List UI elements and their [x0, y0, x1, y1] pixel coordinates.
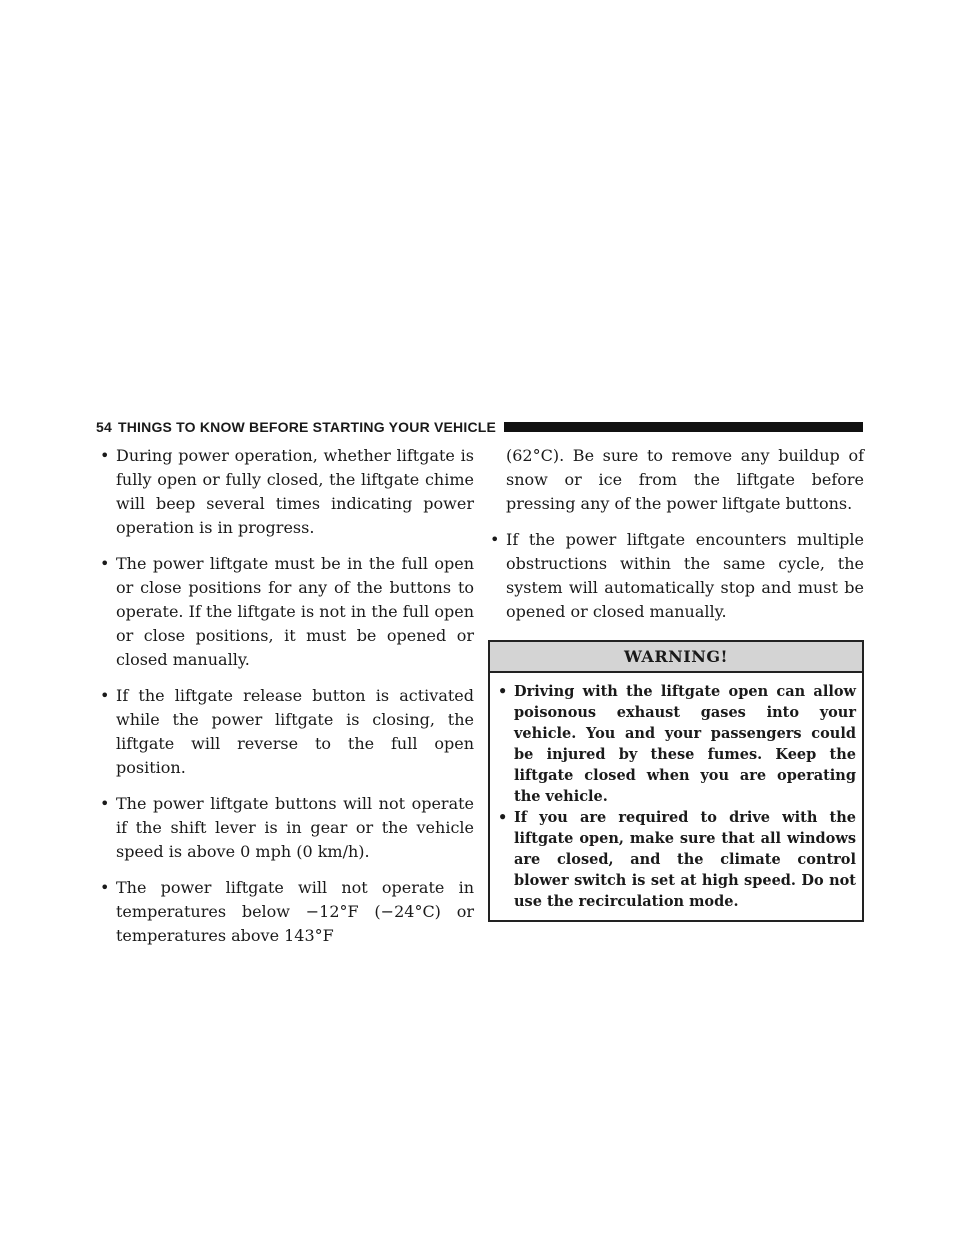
continued-paragraph: (62°C). Be sure to remove any buildup of snow or ice from the liftgate before pressing any of the power liftgate buttons. [506, 446, 864, 513]
list-item: • The power liftgate will not operate in temperatures below −12°F (−24°C) or temperatures above 143°F [100, 878, 474, 945]
warning-title: WARNING! [490, 642, 862, 673]
bullet-icon: • [498, 683, 508, 700]
bullet-icon: • [100, 554, 110, 573]
list-item: • The power liftgate buttons will not operate if the shift lever is in gear or the vehicle speed is above 0 mph (0 km/h). [100, 794, 474, 861]
left-bullet-list [98, 444, 474, 948]
page-number: 54 [96, 419, 112, 435]
bullet-icon: • [498, 809, 508, 826]
bullet-icon: • [100, 794, 110, 813]
bullet-icon: • [100, 686, 110, 705]
page-header [96, 417, 863, 437]
left-column [98, 444, 474, 960]
right-bullet-list [488, 528, 864, 624]
bullet-icon: • [100, 878, 110, 897]
right-column [488, 444, 864, 922]
bullet-icon: • [490, 530, 500, 549]
header-rule [504, 422, 863, 432]
list-item: • If the liftgate release button is activated while the power liftgate is closing, the liftgate will reverse to the full open position. [100, 686, 474, 777]
list-item: • Driving with the liftgate open can allow poisonous exhaust gases into your vehicle. You and your passengers could be injured by these fumes. Keep the liftgate closed when you are operating the vehicle. [498, 683, 856, 805]
list-item: • If you are required to drive with the liftgate open, make sure that all windows are closed, and the climate control blower switch is set at high speed. Do not use the recirculation mode. [498, 809, 856, 910]
section-title: THINGS TO KNOW BEFORE STARTING YOUR VEHICLE [117, 419, 497, 435]
warning-bullet-list [496, 681, 856, 912]
list-item: • The power liftgate must be in the full open or close positions for any of the buttons to operate. If the liftgate is not in the full open or close positions, it must be opened or closed manually. [100, 554, 474, 669]
warning-body [490, 673, 862, 920]
list-item: • During power operation, whether liftgate is fully open or fully closed, the liftgate chime will beep several times indicating power operation is in progress. [100, 446, 474, 537]
warning-box [488, 640, 864, 922]
bullet-icon: • [100, 446, 110, 465]
list-item: • If the power liftgate encounters multiple obstructions within the same cycle, the system will automatically stop and must be opened or closed manually. [490, 530, 864, 621]
